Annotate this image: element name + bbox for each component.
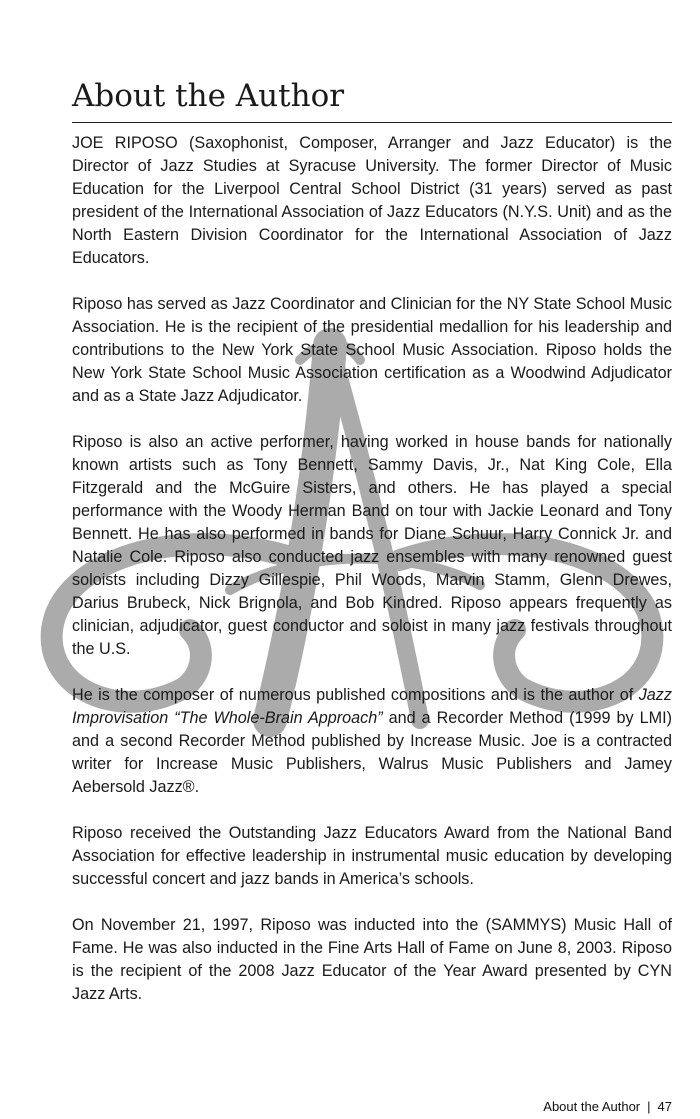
footer-separator: | (647, 1099, 651, 1114)
bio-paragraph-5: Riposo received the Outstanding Jazz Educators Award from the National Band Association for effective leadership in instrumental music education by developing successful concert and jazz bands in America’s schools. (72, 824, 672, 888)
bio-paragraph-6: On November 21, 1997, Riposo was inducted into the (SAMMYS) Music Hall of Fame. He was also inducted in the Fine Arts Hall of Fame on June 8, 2003. Riposo is the recipient of the 2008 Jazz Educator of the Year Award presented by CYN Jazz Arts. (72, 916, 672, 1003)
bio-paragraph-2: Riposo has served as Jazz Coordinator and Clinician for the NY State School Music Association. He is the recipient of the presidential medallion for his leadership and contributions to the New York State School Music Association. Riposo holds the New York State School Music Association certification as a Woodwind Adjudicator and as a State Jazz Adjudicator. (72, 295, 672, 405)
author-bio (72, 132, 672, 1006)
page-footer (543, 1099, 672, 1114)
bio-paragraph-1: JOE RIPOSO (Saxophonist, Composer, Arranger and Jazz Educator) is the Director of Jazz Studies at Syracuse University. The former Director of Music Education for the Liverpool Central School District (31 years) served as past president of the International Association of Jazz Educators (N.Y.S. Unit) and as the North Eastern Division Coordinator for the International Association of Jazz Educators. (72, 134, 672, 267)
bio-paragraph-3: Riposo is also an active performer, having worked in house bands for nationally known artists such as Tony Bennett, Sammy Davis, Jr., Nat King Cole, Ella Fitzgerald and the McGuire Sisters, and others. He has played a special performance with the Woody Herman Band on tour with Jackie Leonard and Tony Bennett. He has also performed in bands for Diane Schuur, Harry Connick Jr. and Natalie Cole. Riposo also conducted jazz ensembles with many renowned guest soloists including Dizzy Gillespie, Phil Woods, Marvin Stamm, Glenn Drewes, Darius Brubeck, Nick Brignola, and Bob Kindred. Riposo appears frequently as clinician, adjudicator, guest conductor and soloist in many jazz festivals throughout the U.S. (72, 433, 672, 658)
page-content (72, 78, 672, 1029)
page-number: 47 (657, 1099, 672, 1114)
bio-paragraph-4 (72, 684, 672, 799)
book-title: Jazz Improvisation “The Whole-Brain Approach” (72, 686, 672, 727)
bio-paragraph-4-lead: He is the composer of numerous published compositions and is the author of (72, 686, 639, 704)
bio-paragraph-4-rest: and a Recorder Method (1999 by LMI) and a second Recorder Method published by Increase Music. Joe is a contracted writer for Increase Music Publishers, Walrus Music Publishers and Jamey Aebersold Jazz®. (72, 709, 673, 796)
footer-section-title: About the Author (543, 1099, 641, 1114)
page-title: About the Author (72, 78, 672, 123)
